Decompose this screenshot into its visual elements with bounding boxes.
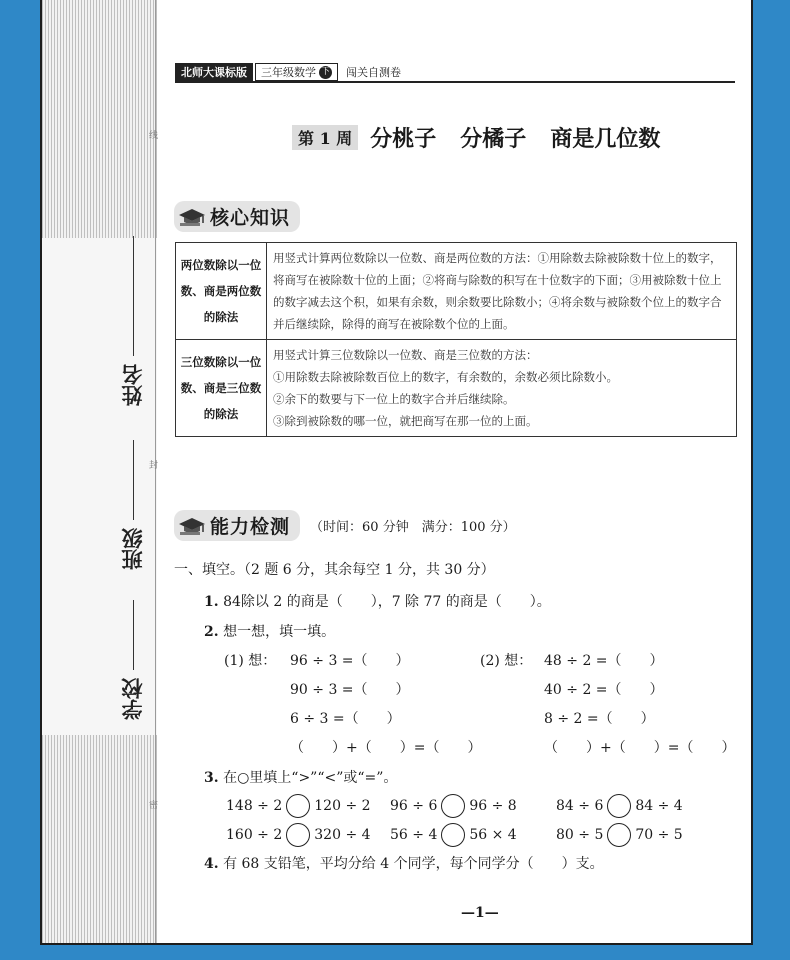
- question-text: 84除以 2 的商是（ ），7 除 77 的商是（ ）。: [223, 594, 551, 610]
- compare-right: 96 ÷ 8: [469, 798, 517, 814]
- question-number: 1.: [204, 594, 219, 610]
- school-field-label: 学校: [121, 678, 145, 720]
- question-1: [204, 591, 551, 611]
- name-field-label: 姓名: [121, 364, 145, 406]
- compare-right: 84 ÷ 4: [635, 798, 683, 814]
- class-field-label: 班级: [121, 528, 145, 570]
- topic-2: 分橘子: [460, 127, 527, 152]
- core-knowledge-title: 核心知识: [210, 207, 291, 229]
- page-number: —1—: [461, 905, 499, 921]
- q2-left-line: 6 ÷ 3 =（ ）: [290, 711, 401, 727]
- question-number: 3.: [204, 770, 219, 786]
- question-number: 4.: [204, 856, 219, 872]
- table-row: [176, 340, 737, 437]
- compare-right: 120 ÷ 2: [314, 798, 371, 814]
- compare-left: 56 ÷ 4: [390, 827, 438, 843]
- graduation-cap-icon: [178, 516, 206, 536]
- question-text: 想一想，填一填。: [223, 624, 336, 640]
- school-line: [133, 600, 134, 670]
- compare-circle[interactable]: [607, 823, 631, 847]
- q2-right-line: 40 ÷ 2 =（ ）: [544, 682, 664, 698]
- question-text: 在○里填上“>”“<”或“=”。: [223, 770, 398, 786]
- cut-label-feng: 封: [147, 460, 157, 469]
- series-label: 闯关自测卷: [346, 66, 401, 79]
- grade-text: 三年级数学: [261, 66, 316, 79]
- compare-left: 96 ÷ 6: [390, 798, 438, 814]
- compare-circle[interactable]: [441, 794, 465, 818]
- margin-stripes-bottom: [42, 735, 157, 943]
- compare-left: 84 ÷ 6: [556, 798, 604, 814]
- compare-item: [390, 823, 517, 847]
- desc-line: ②余下的数要与下一位上的数字合并后继续除。: [273, 392, 515, 406]
- core-knowledge-heading: [174, 201, 300, 232]
- core-knowledge-pill: [174, 201, 300, 232]
- knowledge-desc: [267, 340, 737, 437]
- compare-right: 70 ÷ 5: [635, 827, 683, 843]
- knowledge-name: 两位数除以一位数、商是两位数的除法: [176, 243, 267, 340]
- knowledge-desc: 用竖式计算两位数除以一位数、商是两位数的方法：①用除数去除被除数十位上的数字，将商写在被除数十位的上面；②将商与除数的积写在十位数字的下面；③用被除数十位上的数字减去这个积，如果有余数，则余数要比除数小；④将余数与被除数个位上的数字合并后继续除，除得的商写在被除数个位的上面。: [267, 243, 737, 340]
- knowledge-name: 三位数除以一位数、商是三位数的除法: [176, 340, 267, 437]
- desc-line: 用竖式计算三位数除以一位数、商是三位数的方法：: [273, 348, 538, 362]
- compare-right: 56 × 4: [469, 827, 517, 843]
- ability-test-heading: [174, 510, 516, 541]
- cut-label-xian: 线: [147, 130, 157, 139]
- question-2: [204, 621, 335, 641]
- compare-left: 80 ÷ 5: [556, 827, 604, 843]
- table-row: [176, 243, 737, 340]
- series-header: [175, 63, 735, 83]
- section-1-title: 一、填空。（2 题 6 分，其余每空 1 分，共 30 分）: [174, 562, 495, 578]
- q2-part2-label: (2) 想：: [480, 653, 533, 669]
- core-knowledge-table: [175, 242, 737, 437]
- topic-3: 商是几位数: [550, 127, 661, 152]
- question-4: [204, 853, 604, 873]
- compare-item: [226, 794, 371, 818]
- q2-right-line: 48 ÷ 2 =（ ）: [544, 653, 664, 669]
- compare-item: [556, 794, 683, 818]
- term-badge: 下: [320, 66, 330, 77]
- class-line: [133, 440, 134, 520]
- q2-left-line: 96 ÷ 3 =（ ）: [290, 653, 410, 669]
- compare-circle[interactable]: [286, 823, 310, 847]
- ability-test-title: 能力检测: [210, 516, 291, 538]
- compare-item: [556, 823, 683, 847]
- desc-line: ①用除数去除被除数百位上的数字，有余数的，余数必须比除数小。: [273, 370, 618, 384]
- page-content: [174, 0, 751, 943]
- compare-left: 160 ÷ 2: [226, 827, 283, 843]
- question-3: [204, 767, 397, 787]
- page-title: [292, 122, 684, 153]
- q2-right-line: （ ）+（ ）=（ ）: [544, 740, 736, 756]
- question-text: 有 68 支铅笔，平均分给 4 个同学，每个同学分（ ）支。: [223, 856, 604, 872]
- q2-left-line: （ ）+（ ）=（ ）: [290, 740, 482, 756]
- margin-stripes-top: [42, 0, 157, 238]
- cut-label-mi: 密: [147, 800, 157, 809]
- binding-margin: [42, 0, 157, 943]
- graduation-cap-icon: [178, 207, 206, 227]
- topic-1: 分桃子: [370, 127, 437, 152]
- compare-circle[interactable]: [441, 823, 465, 847]
- compare-circle[interactable]: [286, 794, 310, 818]
- q2-left-line: 90 ÷ 3 =（ ）: [290, 682, 410, 698]
- q2-part1-label: (1) 想：: [224, 653, 277, 669]
- ability-test-pill: [174, 510, 300, 541]
- compare-left: 148 ÷ 2: [226, 798, 283, 814]
- desc-line: ③除到被除数的哪一位，就把商写在那一位的上面。: [273, 414, 538, 428]
- publisher-label: 北师大课标版: [175, 63, 253, 81]
- name-line: [133, 236, 134, 356]
- compare-item: [390, 794, 517, 818]
- compare-right: 320 ÷ 4: [314, 827, 371, 843]
- q2-right-line: 8 ÷ 2 =（ ）: [544, 711, 655, 727]
- compare-item: [226, 823, 371, 847]
- worksheet-page: [40, 0, 753, 945]
- grade-label: [255, 63, 338, 81]
- week-badge: 第 1 周: [292, 125, 358, 150]
- compare-circle[interactable]: [607, 794, 631, 818]
- question-number: 2.: [204, 624, 219, 640]
- time-score-note: （时间：60 分钟 满分：100 分）: [310, 520, 516, 535]
